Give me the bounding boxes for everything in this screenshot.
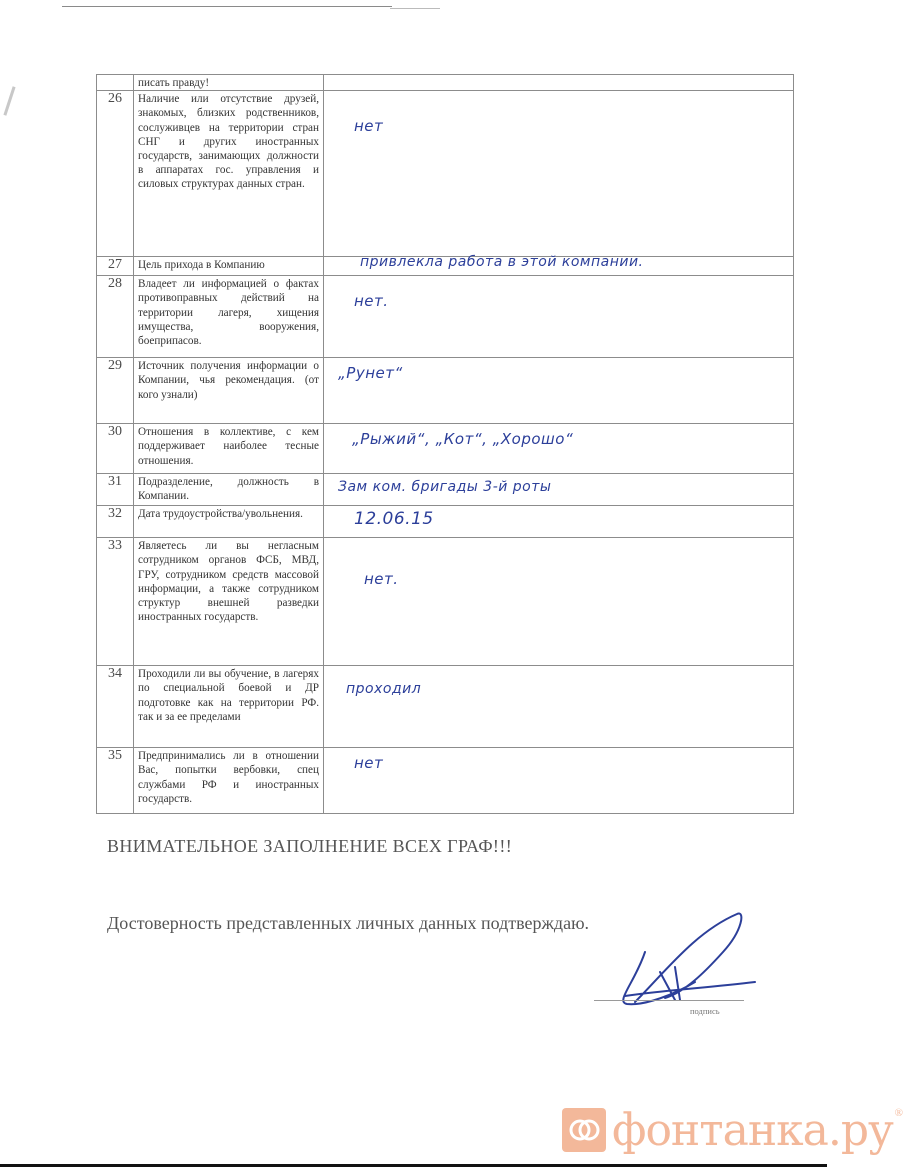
registered-mark: ® <box>894 1106 903 1119</box>
confirmation-statement: Достоверность представленных личных данных подтверждаю. <box>107 913 590 933</box>
row-question: Цель прихода в Компанию <box>134 257 324 276</box>
handwritten-answer: нет. <box>364 570 399 589</box>
row-question: Являетесь ли вы негласным сотрудником органов ФСБ, МВД, ГРУ, сотрудником средств массовой информации, а также сотрудником структур внешней разведки иностранных государств. <box>134 538 324 666</box>
row-question: Наличие или отсутствие друзей, знакомых, близких родственников, сослуживцев на территории стран СНГ и других иностранных государств, занимающих должности в аппаратах гос. управления и силовых структурах данных стран. <box>134 91 324 257</box>
row-number: 28 <box>97 276 134 358</box>
row-answer <box>324 276 794 358</box>
signature-line <box>594 1000 744 1001</box>
top-rule-fragment <box>390 8 440 9</box>
handwritten-answer: Зам ком. бригады 3-й роты <box>338 479 552 496</box>
row-answer <box>324 424 794 474</box>
table-row <box>97 257 794 276</box>
row-question: Отношения в коллективе, с кем поддерживает наиболее тесные отношения. <box>134 424 324 474</box>
table-row <box>97 91 794 257</box>
notice-heading: ВНИМАТЕЛЬНОЕ ЗАПОЛНЕНИЕ ВСЕХ ГРАФ!!! <box>107 836 513 856</box>
row-question: Подразделение, должность в Компании. <box>134 474 324 506</box>
row-answer <box>324 748 794 814</box>
handwritten-answer: „Рунет“ <box>338 364 403 383</box>
row-answer <box>324 506 794 538</box>
watermark-text: фонтанка.ру <box>612 1104 893 1156</box>
table-row <box>97 424 794 474</box>
row-answer <box>324 254 794 276</box>
handwritten-answer: нет <box>354 117 384 136</box>
row-question: Источник получения информации о Компании, чья рекомендация. (от кого узнали) <box>134 358 324 424</box>
fontanka-logo-icon <box>562 1108 606 1152</box>
watermark <box>562 1104 903 1156</box>
row-question: Проходили ли вы обучение, в лагерях по специальной боевой и ДР подготовке как на территории РФ. так и за ее пределами <box>134 666 324 748</box>
row-answer <box>324 91 794 257</box>
handwritten-answer: привлекла работа в этой компании. <box>360 254 644 271</box>
handwritten-answer: нет. <box>354 292 389 311</box>
row-answer <box>324 666 794 748</box>
signature-caption: подпись <box>690 1006 720 1016</box>
row-question: Дата трудоустройства/увольнения. <box>134 506 324 538</box>
table-row <box>97 748 794 814</box>
row-number: 27 <box>97 257 134 276</box>
table-row <box>97 358 794 424</box>
table-row <box>97 474 794 506</box>
handwritten-signature <box>605 912 765 1012</box>
handwritten-answer: 12.06.15 <box>354 509 434 530</box>
margin-mark <box>3 86 15 115</box>
handwritten-answer: „Рыжий“, „Кот“, „Хорошо“ <box>352 430 574 449</box>
questionnaire-table <box>96 74 794 814</box>
table-row <box>97 75 794 91</box>
row-question: Предпринимались ли в отношении Вас, попытки вербовки, спец службами РФ и иностранных государств. <box>134 748 324 814</box>
row-number: 34 <box>97 666 134 748</box>
row-number: 33 <box>97 538 134 666</box>
row-question: Владеет ли информацией о фактах противоправных действий на территории лагеря, хищения имущества, вооружения, боеприпасов. <box>134 276 324 358</box>
row-number: 29 <box>97 358 134 424</box>
row-question: писать правду! <box>134 75 324 91</box>
handwritten-answer: проходил <box>346 681 422 698</box>
table-row <box>97 276 794 358</box>
row-answer <box>324 474 794 506</box>
row-answer <box>324 75 794 91</box>
row-number: 26 <box>97 91 134 257</box>
table-row <box>97 506 794 538</box>
table-row <box>97 538 794 666</box>
top-rule <box>62 6 392 7</box>
row-number: 30 <box>97 424 134 474</box>
row-number: 31 <box>97 474 134 506</box>
row-number <box>97 75 134 91</box>
table-row <box>97 666 794 748</box>
row-number: 32 <box>97 506 134 538</box>
row-answer <box>324 358 794 424</box>
row-number: 35 <box>97 748 134 814</box>
handwritten-answer: нет <box>354 754 384 773</box>
row-answer <box>324 538 794 666</box>
